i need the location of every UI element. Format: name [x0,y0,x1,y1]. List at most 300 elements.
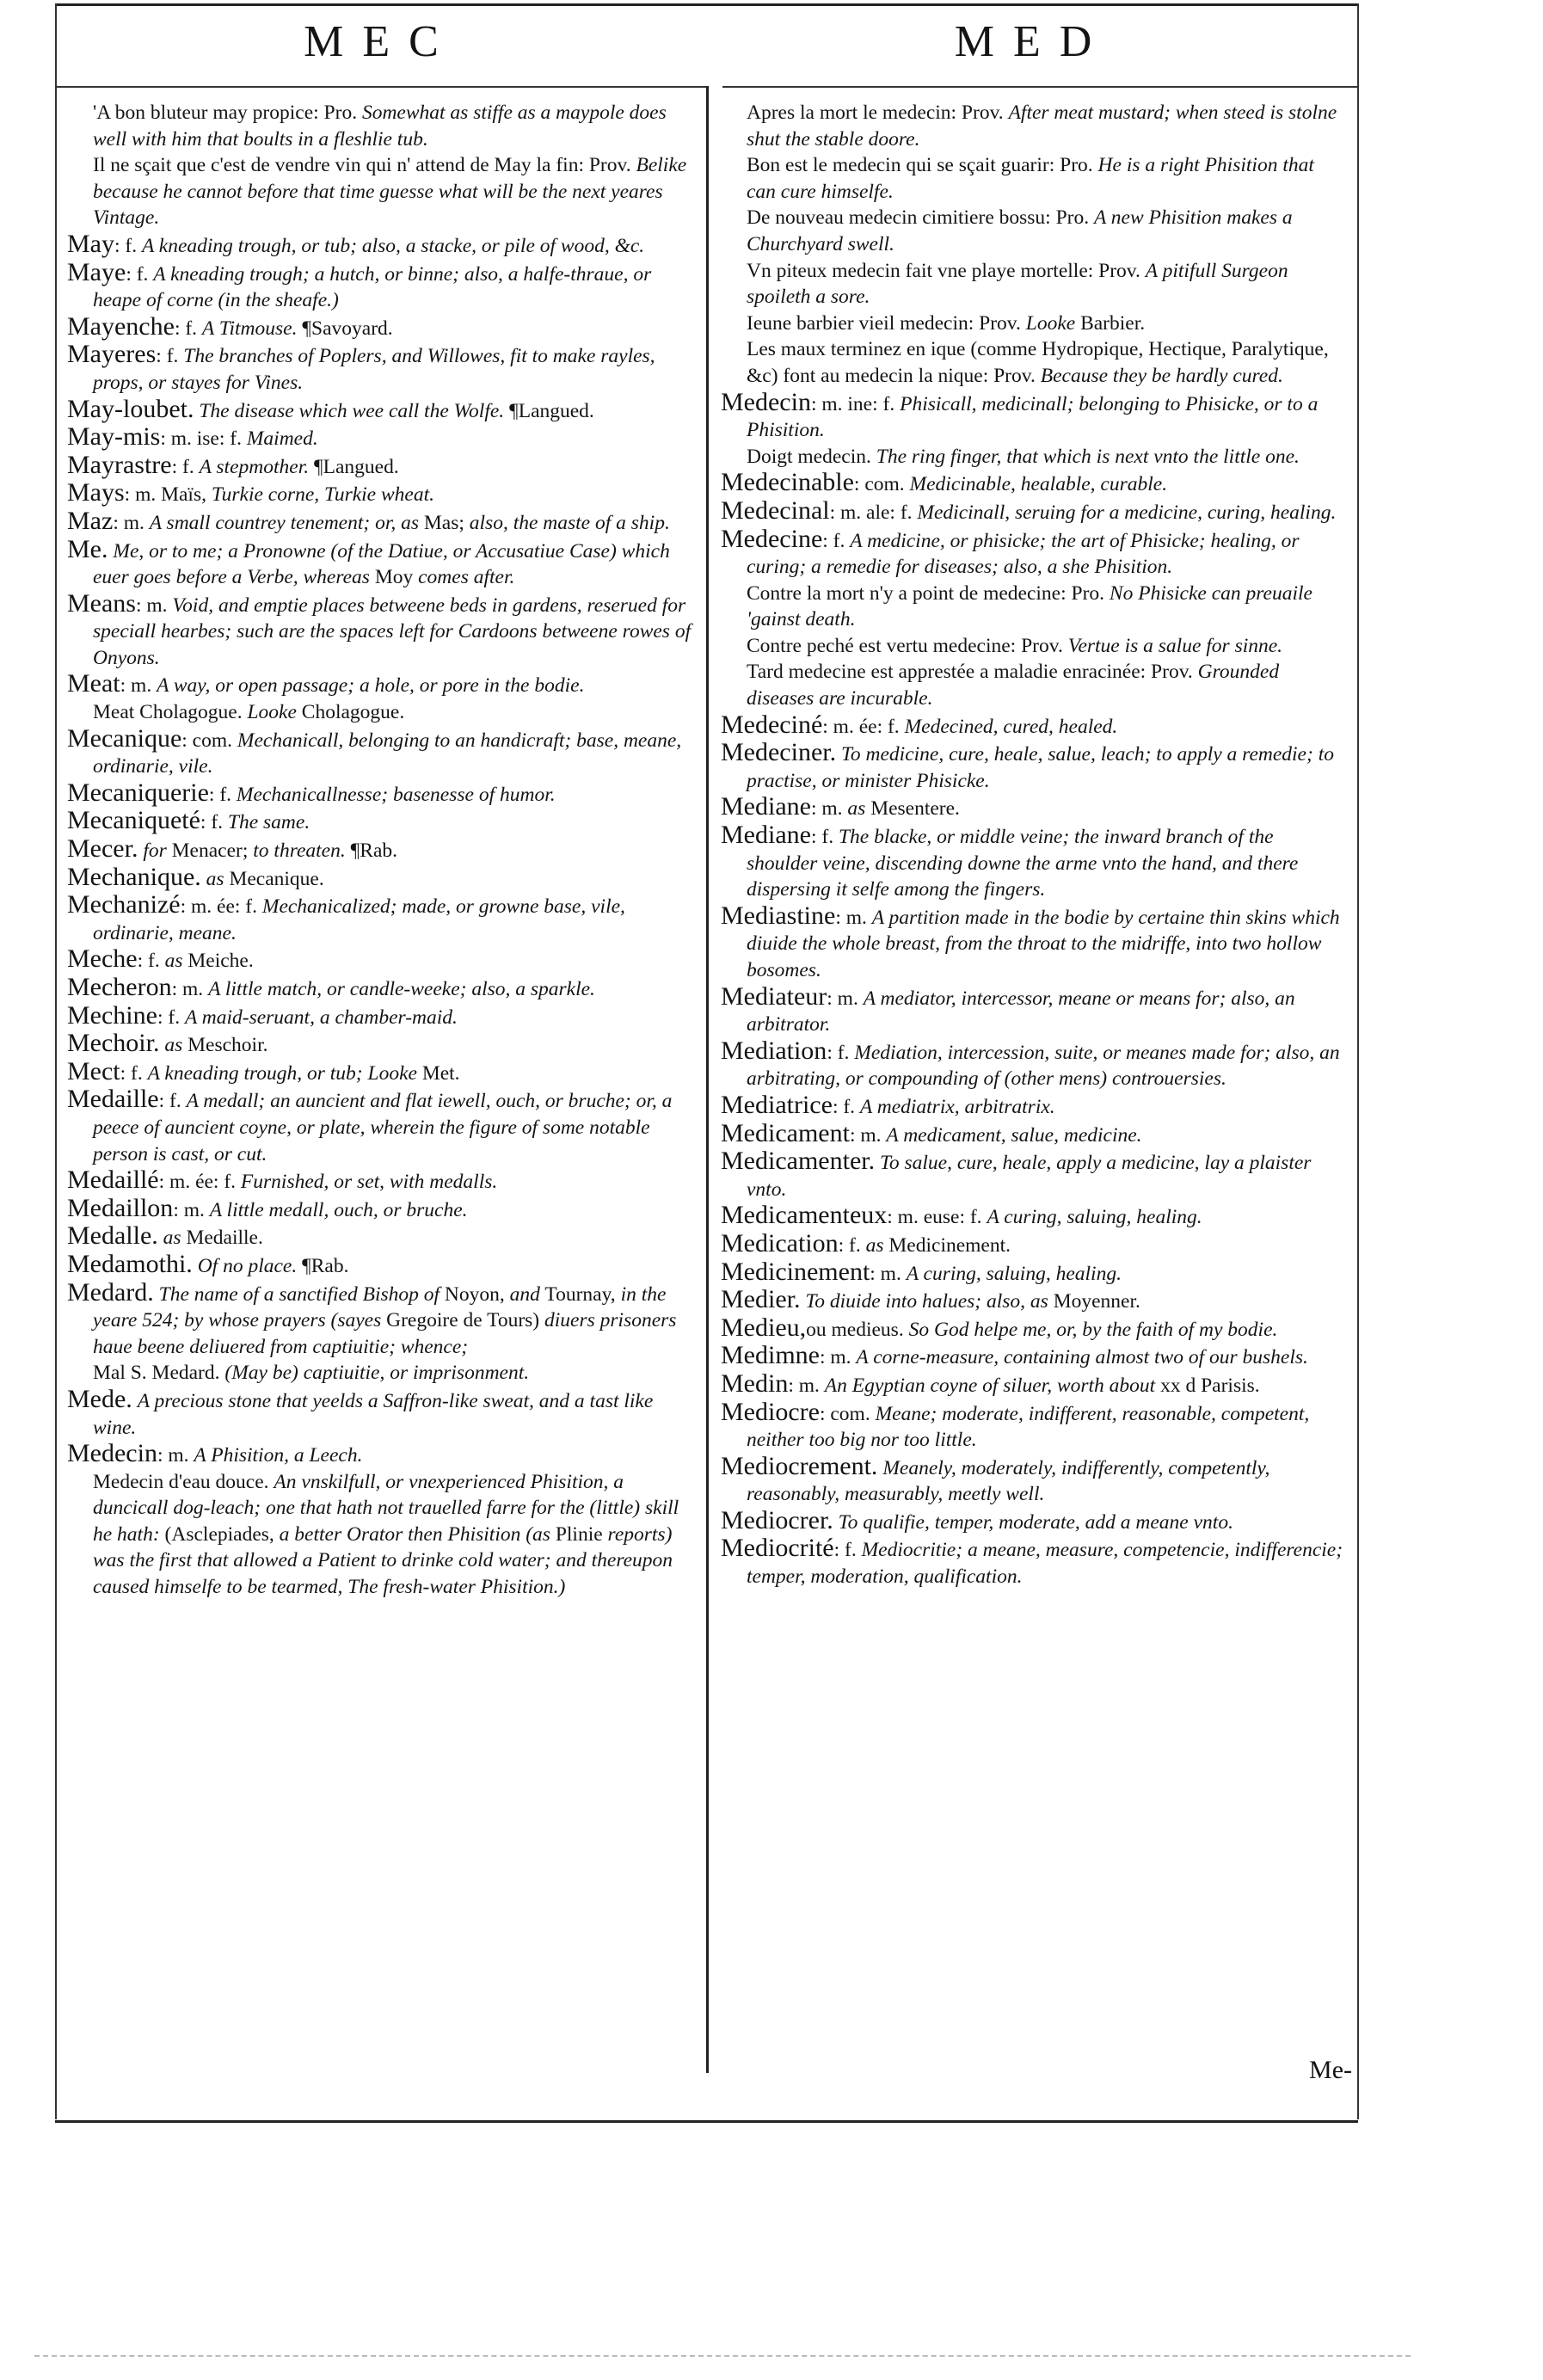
headword: Medecin [721,387,811,416]
dictionary-entry [67,1251,693,1280]
dictionary-entry [67,341,693,396]
definition: A medicine, or phisicke; the art of Phisicke; healing, or curing; a remedie for diseases; also, a she Phisition. [747,529,1300,579]
definition: as [164,950,183,973]
grammar-note: : f. [171,455,194,478]
cross-reference: ¶Langued. [309,455,399,478]
dictionary-entry [67,1086,693,1167]
running-head-left: MEC [304,17,458,66]
page-frame-left [55,3,57,2119]
grammar-note: : com. [181,729,233,752]
grammar-note: : m. [827,987,858,1010]
grammar-note: : f. [832,1095,856,1118]
grammar-note: : m. [835,906,867,929]
cross-reference: Mas; [419,511,470,534]
scan-edge [34,2355,1411,2357]
definition: A kneading trough, or tub; Looke [147,1061,417,1085]
grammar-note: : m. ise: f. [160,427,242,451]
headword: Medication [721,1228,839,1258]
definition: A corne-measure, containing almost two of our bushels. [856,1346,1308,1369]
dictionary-entry [721,1368,1347,1399]
grammar-note: : m. [788,1374,820,1397]
dictionary-entry [67,424,693,452]
grammar-note: : f. [827,1041,850,1064]
definition: Looke [247,701,297,724]
headword: May-mis [67,422,161,452]
definition: He is a right Phisition that can cure himselfe. [747,154,1314,203]
grammar-note: Ieune barbier vieil medecin: Prov. [747,311,1021,335]
grammar-note: Tard medecine est apprestée a maladie enracinée: Prov. [747,661,1193,684]
catchword: Me- [1309,2056,1352,2084]
sub-entry [721,336,1347,389]
head-rule-right [722,86,1357,88]
grammar-note: Vn piteux medecin fait vne playe mortelle: Prov. [747,259,1140,282]
grammar-note: : m. ine: f. [810,392,895,415]
left-column [67,100,693,1601]
grammar-note: : m. ée: f. [180,895,257,919]
definition: in the yeare 524; by whose prayers (sayes [93,1282,667,1332]
cross-reference: ¶Savoyard. [297,317,393,340]
definition: comes after. [418,566,515,589]
definition: Medicinall, seruing for a medicine, curing, healing. [917,501,1337,524]
grammar-note: : m. euse: f. [887,1206,982,1229]
cross-reference: ¶Rab. [345,839,398,863]
headword: Medeciner. [721,738,837,767]
headword: Medicinement [721,1257,870,1286]
dictionary-entry [721,1092,1347,1121]
definition: A small countrey tenement; or, as [149,511,420,534]
cross-reference: Met. [416,1061,460,1085]
cross-reference: Cholagogue. [296,701,405,724]
grammar-note: : m. [171,978,204,1000]
definition: Of no place. [197,1254,298,1277]
definition: A Titmouse. [201,317,298,340]
definition: To medicine, cure, heale, salue, leach; to apply a remedie; to practise, or minister Phisicke. [747,743,1334,792]
headword: Medecinable [721,468,854,497]
cross-reference: ¶Langued. [504,399,594,422]
headword: Mecheron [67,973,172,1001]
definition: An Egyptian coyne of siluer, worth about [824,1374,1156,1397]
cross-reference: Menacer; [166,839,254,863]
definition: Mechanicallnesse; basenesse of humor. [236,783,556,806]
sub-entry [721,444,1347,470]
definition: also, the maste of a ship. [469,511,670,534]
definition: to threaten. [253,839,346,863]
headword: Mediane [721,792,811,821]
definition: The name of a sanctified Bishop of [158,1282,440,1306]
definition: To salue, cure, heale, apply a medicine, lay a plaister vnto. [747,1152,1312,1201]
cross-reference: Medicinement. [883,1233,1011,1257]
grammar-note: : f. [822,529,845,552]
grammar-note: : m. [173,1198,205,1221]
dictionary-entry [67,452,693,481]
definition: Maimed. [246,427,318,451]
cross-reference: Meschoir. [182,1034,268,1057]
definition: The disease which wee call the Wolfe. [199,399,505,422]
headword: Mediocrement. [721,1451,878,1480]
headword: Mediane [721,821,811,850]
dictionary-entry [721,1399,1347,1454]
definition: Somewhat as stiffe as a maypole does well with him that boults in a fleshlie tub. [93,101,667,151]
definition: The branches of Poplers, and Willowes, fit to make rayles, props, or stayes for Vines. [93,345,655,394]
definition: Turkie corne, Turkie wheat. [211,483,434,507]
grammar-note: : f. [158,1090,181,1113]
dictionary-entry [67,1441,693,1469]
right-column [721,100,1347,1590]
grammar-note: : f. [810,826,834,849]
dictionary-entry [67,257,693,314]
cross-reference: Barbier. [1075,311,1146,335]
grammar-note: : com. [819,1402,870,1425]
dictionary-entry [67,780,693,809]
definition: Medicinable, healable, curable. [909,473,1168,496]
dictionary-entry [67,508,693,537]
definition: A little match, or candle-weeke; also, a sparkle. [208,978,595,1000]
dictionary-entry [67,480,693,508]
dictionary-entry [721,903,1347,984]
dictionary-entry [67,1000,693,1031]
head-rule-left [55,86,706,88]
grammar-note: Les maux terminez en ique (comme Hydropique, Hectique, Paralytique, &c) font au medecin la nique: Prov. [747,338,1329,387]
cross-reference: (Asclepiades, [159,1522,280,1546]
dictionary-entry [721,1228,1347,1259]
definition: To diuide into halues; also, as [805,1290,1048,1313]
dictionary-entry [67,1193,693,1224]
cross-reference: Meiche. [182,950,254,973]
definition: A partition made in the bodie by certaine thin skins which diuide the whole breast, from the throat to the midriffe, into two hollow bosomes. [747,906,1340,981]
cross-reference: Moyenner. [1048,1290,1140,1313]
headword: Medieu, [721,1313,807,1342]
definition: A medall; an auncient and flat iewell, ouch, or bruche; or, a peece of auncient coyne, or plate, wherein the figure of some notable person is cast, or cut. [93,1090,673,1165]
headword: Medicament [721,1118,850,1147]
definition: A curing, saluing, healing. [906,1262,1122,1285]
headword: Mediocrer. [721,1505,833,1534]
definition: Mechanicalized; made, or growne base, vile, ordinarie, meane. [93,895,625,944]
grammar-note: : m. [157,1444,189,1467]
dictionary-entry [721,1118,1347,1149]
sub-entry [67,1360,693,1387]
grammar-note: Il ne sçait que c'est de vendre vin qui n' attend de May la fin: Prov. [93,154,631,177]
dictionary-entry [721,712,1347,741]
grammar-note: : m. [113,511,144,534]
definition: A little medall, ouch, or bruche. [209,1198,468,1221]
column-divider [706,86,709,2073]
definition: (May be) captiuitie, or imprisonment. [224,1362,530,1385]
sub-entry [721,152,1347,205]
grammar-note: : com. [853,473,905,496]
page-frame-bottom [55,2120,1358,2123]
dictionary-entry [67,864,693,893]
dictionary-entry [721,1505,1347,1536]
definition: diuers prisoners haue beene deliuered from captiuitie; whence; [93,1309,677,1358]
cross-reference: ¶Rab. [297,1254,349,1277]
dictionary-entry [721,822,1347,903]
grammar-note: : f. [120,1061,143,1085]
headword: Medaille [67,1085,159,1114]
dictionary-entry [721,1535,1347,1590]
dictionary-entry [721,1148,1347,1202]
cross-reference: Gregoire de Tours) [381,1309,545,1332]
headword: Medicamenter. [721,1147,876,1176]
grammar-note: 'A bon bluteur may propice: Pro. [93,101,358,124]
definition: Meanely, moderately, indifferently, competently, reasonably, measurably, meetly well. [747,1456,1270,1506]
sub-entry [67,699,693,726]
grammar-note: : m. [810,797,843,821]
headword: Mediation [721,1036,827,1065]
definition: A new Phisition makes a Churchyard swell. [747,206,1293,255]
definition: The blacke, or middle veine; the inward branch of the shoulder veine, discending downe the arme vnto the hand, and there dispersing it selfe among the fingers. [747,826,1299,901]
definition: for [143,839,167,863]
definition: The ring finger, that which is next vnto the little one. [876,445,1300,468]
definition: Vertue is a salue for sinne. [1067,634,1283,657]
definition: A mediator, intercessor, meane or means for; also, an arbitrator. [747,987,1295,1036]
grammar-note: : f. [114,234,138,257]
cross-reference: Plinie [550,1522,608,1546]
headword: May-loubet. [67,394,194,423]
definition: Mediocritie; a meane, measure, competencie, indifferencie; temper, moderation, qualification. [747,1539,1343,1589]
dictionary-entry [67,975,693,1003]
headword: Mediatrice [721,1090,833,1119]
headword: Mediocre [721,1397,820,1426]
headword: Meche [67,944,138,974]
dictionary-entry [67,671,693,699]
headword: Mecanique [67,723,182,753]
dictionary-entry [721,1202,1347,1231]
grammar-note: Doigt medecin. [747,445,871,468]
definition: A Phisition, a Leech. [194,1444,363,1467]
dictionary-entry [721,740,1347,794]
cross-reference: Mesentere. [865,797,960,821]
dictionary-entry [67,1277,693,1361]
headword: Mecer. [67,834,138,864]
headword: May [67,229,114,258]
definition: A maid-seruant, a chamber-maid. [184,1006,458,1029]
sub-entry [721,258,1347,311]
dictionary-entry [67,1056,693,1087]
headword: Mect [67,1056,120,1085]
definition: A mediatrix, arbitratrix. [859,1095,1055,1118]
dictionary-entry [67,588,693,672]
dictionary-entry [721,495,1347,526]
definition: A kneading trough; a hutch, or binne; also, a halfe-thraue, or heape of corne (in the sheafe.) [93,262,652,312]
definition: A stepmother. [199,455,310,478]
grammar-note: Apres la mort le medecin: Prov. [747,101,1004,124]
dictionary-entry [721,470,1347,498]
headword: Medeciné [721,710,823,739]
headword: Mede. [67,1384,132,1413]
dictionary-entry [721,1343,1347,1371]
definition: An vnskilfull, or vnexperienced Phisition, a duncicall dog-leach; one that hath not trauelled farre for the (little) skill he hath: [93,1470,679,1546]
headword: Medecine [721,524,823,553]
headword: Mediastine [721,901,836,930]
grammar-note: : f. [208,783,232,806]
sub-entry [721,659,1347,711]
headword: Means [67,588,136,618]
grammar-note: : m. [120,674,152,698]
page-frame-right [1357,3,1359,2119]
dictionary-entry [67,723,693,780]
cross-reference: Mecanique. [224,867,324,890]
dictionary-entry [67,311,693,342]
grammar-note: Contre peché est vertu medecine: Prov. [747,634,1063,657]
definition: A medicament, salue, medicine. [886,1123,1142,1147]
grammar-note: : m. [870,1262,901,1285]
sub-entry [721,100,1347,152]
grammar-note: : f. [157,1006,181,1029]
definition: Meane; moderate, indifferent, reasonable, competent, neither too big nor too little. [747,1402,1310,1452]
headword: Medalle. [67,1221,158,1251]
definition: reports) was the first that allowed a Patient to drinke cold water; and thereupon caused himselfe to be tearmed, The fresh-water Phisition.) [93,1522,673,1599]
definition: A curing, saluing, healing. [987,1206,1202,1229]
grammar-note: Bon est le medecin qui se sçait guarir: Pro. [747,154,1093,177]
grammar-note: : f. [833,1539,857,1562]
grammar-note: : f. [174,317,198,340]
definition: as [206,867,224,890]
headword: Mediateur [721,981,827,1011]
headword: Medecin [67,1439,157,1468]
headword: Medicamenteux [721,1201,888,1230]
headword: Maye [67,257,126,286]
definition: Medecined, cured, healed. [904,715,1118,738]
running-head-right: MED [954,17,1111,66]
headword: Mediocrité [721,1534,834,1563]
headword: Mayrastre [67,450,172,479]
headword: Medin [721,1368,789,1398]
headword: Mayenche [67,311,175,341]
cross-reference: Moy [369,566,419,589]
headword: Mechanique. [67,862,201,891]
cross-reference: Medaille. [181,1227,263,1250]
definition: The same. [227,811,310,834]
grammar-note: : m. ale: f. [829,501,913,524]
sub-entry [721,633,1347,660]
definition: Looke [1025,311,1076,335]
headword: Mecaniqueté [67,806,200,835]
grammar-note: : f. [156,345,179,368]
definition: A kneading trough, or tub; also, a stacke, or pile of wood, &c. [141,234,645,257]
page-frame-top [55,3,1358,6]
headword: Me. [67,534,108,563]
definition: Belike because he cannot before that time guesse what will be the next yeares Vintage. [93,154,687,230]
dictionary-entry [721,794,1347,822]
cross-reference: xx d Parisis. [1155,1374,1260,1397]
dictionary-entry [67,1223,693,1251]
headword: Meat [67,669,120,698]
headword: Mechoir. [67,1029,160,1058]
definition: A precious stone that yeelds a Saffron-like sweat, and a tast like wine. [93,1389,654,1439]
definition: To qualifie, temper, moderate, add a meane vnto. [838,1510,1233,1534]
definition: Furnished, or set, with medalls. [240,1171,498,1194]
grammar-note: Contre la mort n'y a point de medecine: Pro. [747,581,1105,605]
sub-entry [67,100,693,152]
dictionary-entry [67,1167,693,1196]
grammar-note: : f. [838,1233,861,1257]
definition: After meat mustard; when steed is stolne shut the stable doore. [747,101,1337,151]
grammar-note: Meat Cholagogue. [93,701,243,724]
grammar-note: De nouveau medecin cimitiere bossu: Pro. [747,206,1090,230]
sub-entry [67,152,693,231]
cross-reference: Noyon, [440,1282,510,1306]
dictionary-entry [67,946,693,975]
definition: as [865,1233,884,1257]
grammar-note: : m. ée: f. [822,715,900,738]
sub-entry [721,581,1347,633]
definition: Phisicall, medicinall; belonging to Phisicke, or to a Phisition. [747,392,1319,442]
headword: Mechanizé [67,890,181,919]
headword: Mays [67,478,125,507]
definition: as [163,1227,181,1250]
dictionary-entry [721,1451,1347,1508]
dictionary-entry [67,1384,693,1441]
definition: No Phisicke can preuaile 'gainst death. [747,581,1312,631]
definition: So God helpe me, or, by the faith of my bodie. [908,1318,1278,1341]
definition: Mechanicall, belonging to an handicraft; base, meane, ordinarie, vile. [93,729,682,778]
cross-reference: Tournay, [539,1282,621,1306]
grammar-note: : m. ée: f. [158,1171,237,1194]
dictionary-entry [67,534,693,591]
definition: as [847,797,866,821]
grammar-note: ou medieus. [806,1318,904,1341]
grammar-note: : f. [200,811,224,834]
sub-entry [721,205,1347,257]
grammar-note: Mal S. Medard. [93,1362,220,1385]
dictionary-entry [67,231,693,260]
grammar-note: : f. [137,950,160,973]
headword: Mechine [67,1000,157,1030]
grammar-note: : m. [849,1123,882,1147]
definition: Void, and emptie places betweene beds in gardens, reserued for speciall hearbes; such are the spaces left for Cardoons betweene rowes of Onyons. [93,593,692,669]
sub-entry [721,311,1347,337]
dictionary-entry [67,892,693,946]
definition: as [164,1034,183,1057]
headword: Medimne [721,1341,820,1370]
headword: Medaillon [67,1193,174,1222]
headword: Mayeres [67,340,157,369]
definition: Because they be hardly cured. [1040,364,1283,387]
dictionary-entry [721,1315,1347,1344]
headword: Medamothi. [67,1249,193,1278]
definition: and [509,1282,540,1306]
dictionary-entry [67,1030,693,1059]
grammar-note: : m. [819,1346,851,1369]
headword: Medier. [721,1285,801,1314]
definition: A way, or open passage; a hole, or pore in the bodie. [157,674,585,698]
headword: Medard. [67,1277,154,1307]
headword: Medecinal [721,495,830,525]
definition: Me, or to me; a Pronowne (of the Datiue, or Accusatiue Case) which euer goes before a Verbe, whereas [93,539,670,589]
dictionary-entry [721,387,1347,444]
dictionary-entry [67,394,693,425]
dictionary-entry [67,808,693,836]
dictionary-entry [721,1038,1347,1092]
grammar-note: : f. [126,262,149,286]
definition: Grounded diseases are incurable. [747,661,1280,710]
dictionary-entry [721,1259,1347,1288]
definition: A pitifull Surgeon spoileth a sore. [747,259,1288,309]
definition: a better Orator then Phisition (as [279,1522,550,1546]
grammar-note: : m. [135,593,168,617]
headword: Mecaniquerie [67,778,209,807]
grammar-note: Medecin d'eau douce. [93,1470,269,1493]
dictionary-entry [67,836,693,864]
dictionary-entry [721,1287,1347,1315]
grammar-note: : m. Maïs, [124,483,206,507]
headword: Medaillé [67,1165,159,1195]
sub-entry [67,1469,693,1601]
definition: Mediation, intercession, suite, or meanes made for; also, an arbitrating, or compounding of (other mens) controuersies. [747,1041,1340,1091]
headword: Maz [67,506,114,535]
dictionary-entry [721,981,1347,1038]
dictionary-entry [721,526,1347,581]
